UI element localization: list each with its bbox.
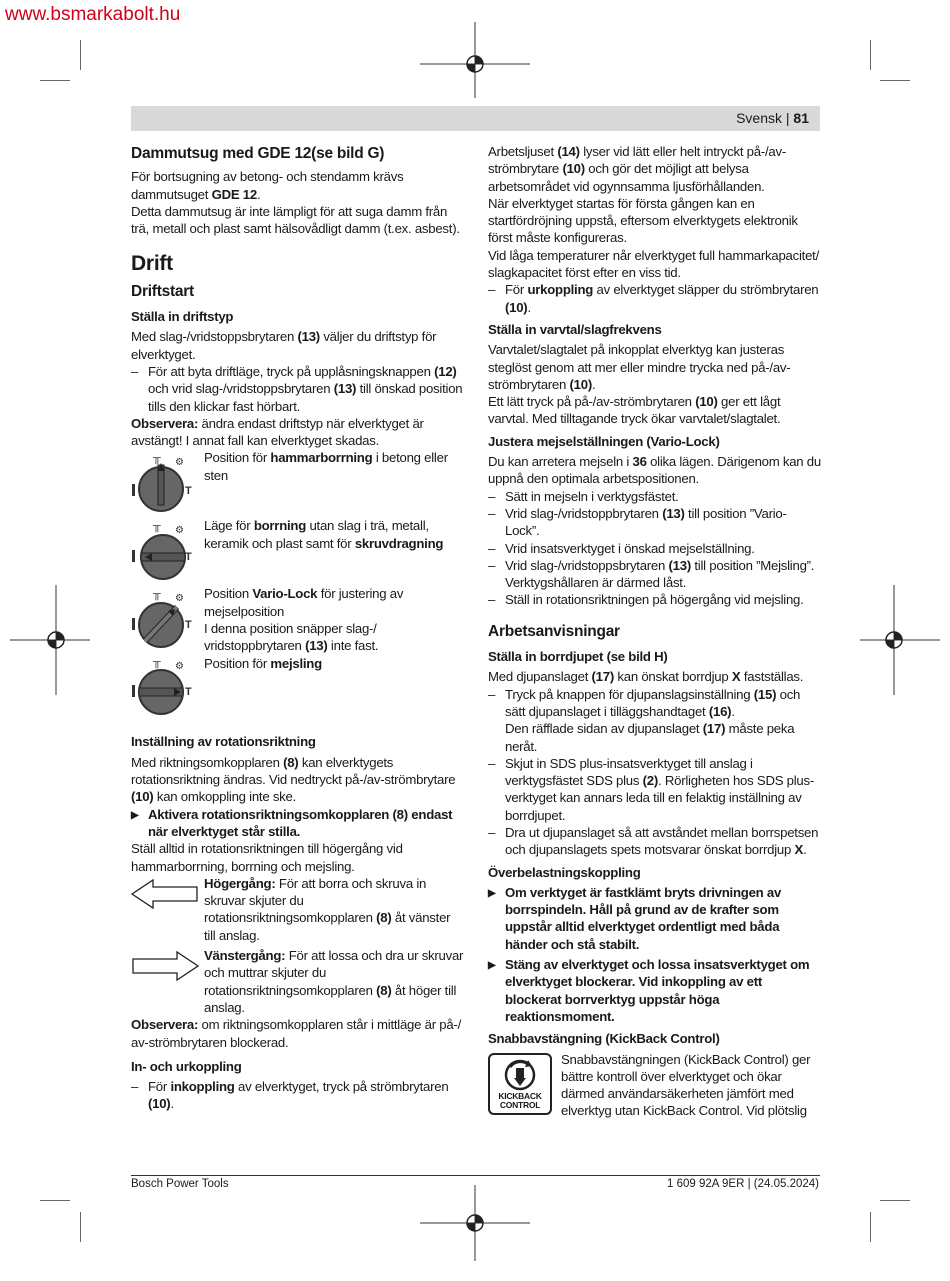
registration-mark-right bbox=[860, 585, 940, 695]
paragraph: När elverktyget startas för första gången kan en startfördröjning uppstå, eftersom elverktygets elektronik först måste konfigureras. bbox=[488, 195, 798, 246]
list-item: – Vrid insatsverktyget i önskad mejselställning. bbox=[488, 540, 821, 557]
section-title-driftstart: Driftstart bbox=[131, 282, 194, 300]
subsection-title: Ställa in borrdjupet (se bild H) bbox=[488, 649, 668, 665]
crop-mark bbox=[870, 40, 871, 70]
list-item: – Dra ut djupanslaget så att avståndet mellan borrspetsen och djupanslagets spets motsvarar önskat borrdjup X. bbox=[488, 824, 821, 859]
svg-text:╥: ╥ bbox=[153, 588, 161, 601]
subsection-title: Ställa in varvtal/slagfrekvens bbox=[488, 321, 662, 337]
mode-position-drilling: ╥ ⚙ T Läge för borrning utan slag i trä, metall, keramik och plast samt för skruvdragning bbox=[131, 517, 464, 585]
paragraph: Ett lätt tryck på på-/av-strömbrytaren (10) ger ett lågt varvtal. Med tilltagande tryck ökar varvtalet/slagtalet. bbox=[488, 394, 781, 427]
kickback-section bbox=[488, 1051, 821, 1120]
kickback-logo-text: CONTROL bbox=[499, 1099, 541, 1110]
subsection-title: In- och urkoppling bbox=[131, 1058, 242, 1074]
svg-text:⚙: ⚙ bbox=[175, 457, 184, 469]
svg-text:T: T bbox=[185, 551, 192, 564]
paragraph: Snabbavstängningen (KickBack Control) ger bättre kontroll över elverktyget och ökar därmed användarsäkerheten jämfört med elverktyg utan KickBack Control. Vid plötslig bbox=[561, 1051, 811, 1119]
list-item: – För inkoppling av elverktyget, tryck på strömbrytaren (10). bbox=[131, 1078, 464, 1113]
paragraph: Vid låga temperaturer når elverktyget full hammarkapacitet/ slagkapacitet först efter en viss tid. bbox=[488, 247, 819, 281]
kickback-control-logo bbox=[488, 1053, 552, 1115]
direction-right: Högergång: För att borra och skruva in skruvar skjuter du rotationsriktningsomkopplaren (8) åt vänster till anslag. bbox=[131, 875, 464, 944]
subsection-title: Överbelastningskoppling bbox=[488, 864, 641, 880]
paragraph: Med djupanslaget (17) kan önskat borrdjup X fastställas. bbox=[488, 669, 804, 685]
crop-mark bbox=[80, 1212, 81, 1242]
warning-item: ▶ Om verktyget är fastklämt bryts drivningen av borrspindeln. Håll på grund av de krafter som uppstår alltid elverktyget ordentligt med båda händer och stå stabilt. bbox=[488, 884, 821, 953]
list-item: – Sätt in mejseln i verktygsfästet. bbox=[488, 488, 821, 505]
crop-mark bbox=[880, 1200, 910, 1201]
paragraph: Med slag-/vridstoppsbrytaren (13) väljer du driftstyp för elverktyget. bbox=[131, 329, 437, 362]
paragraph: För bortsugning av betong- och stendamm krävs dammutsuget GDE 12. bbox=[131, 169, 404, 202]
subsection-title: Ställa in driftstyp bbox=[131, 309, 234, 325]
page-language-number: Svensk | 81 bbox=[736, 110, 809, 126]
arrow-right-icon bbox=[131, 950, 199, 982]
direction-left: Vänstergång: För att lossa och dra ur skruvar och muttrar skjuter du rotationsriktningsomkopplaren (8) åt höger till anslag. bbox=[131, 947, 464, 1016]
list-item: – Vrid slag-/vridstoppsbrytaren (13) till position ”Mejsling”. Verktygshållaren är därmed låst. bbox=[488, 557, 821, 592]
registration-mark-bottom bbox=[420, 1185, 530, 1271]
registration-mark-top bbox=[420, 12, 530, 98]
crop-mark bbox=[40, 1200, 70, 1201]
left-column bbox=[131, 143, 464, 1113]
list-item: – För urkoppling av elverktyget släpper du strömbrytaren (10). bbox=[488, 281, 821, 316]
page-number: 81 bbox=[793, 110, 809, 126]
mode-position-vario-lock: ╥ ⚙ T Position Vario-Lock för justering av mejselposition I denna position snäpper slag-/ vridstoppbrytaren (13) inte fast. bbox=[131, 585, 464, 655]
svg-text:╥: ╥ bbox=[153, 452, 161, 465]
crop-mark bbox=[880, 80, 910, 81]
list-item: – Vrid slag-/vridstoppbrytaren (13) till position ”Vario-Lock”. bbox=[488, 505, 821, 540]
mode-dial-icon bbox=[131, 449, 203, 515]
svg-text:⚙: ⚙ bbox=[175, 593, 184, 605]
kickback-logo-text: KICKBACK bbox=[498, 1090, 542, 1101]
paragraph: Detta dammutsug är inte lämpligt för att suga damm från trä, metall och plast samt hälsovådligt damm (t.ex. asbest). bbox=[131, 203, 460, 237]
kickback-symbol-icon bbox=[500, 1058, 540, 1092]
crop-mark bbox=[80, 40, 81, 70]
watermark-url[interactable]: www.bsmarkabolt.hu bbox=[5, 4, 181, 25]
section-title-arbetsanvisningar: Arbetsanvisningar bbox=[488, 622, 620, 640]
chapter-title: Drift bbox=[131, 252, 173, 276]
footer-doc-number: 1 609 92A 9ER | (24.05.2024) bbox=[667, 1178, 819, 1190]
mode-position-hammer: ╥ ⚙ T Position för hammarborrning i betong eller sten bbox=[131, 449, 464, 517]
section-title-dust: Dammutsug med GDE 12(se bild G) bbox=[131, 145, 385, 162]
paragraph: Observera: ändra endast driftstyp när elverktyget är avstängt! I annat fall kan elverktyget skadas. bbox=[131, 415, 424, 449]
mode-position-chiselling: ╥ ⚙ T Position för mejsling bbox=[131, 655, 464, 727]
paragraph: Du kan arretera mejseln i 36 olika lägen. Därigenom kan du uppnå den optimala arbetspositionen. bbox=[488, 454, 821, 487]
mode-dial-icon bbox=[131, 585, 203, 651]
paragraph: Observera: om riktningsomkopplaren står i mittläge är på-/ av-strömbrytaren blockerad. bbox=[131, 1017, 461, 1050]
list-item: – Ställ in rotationsriktningen på högergång vid mejsling. bbox=[488, 591, 821, 608]
crop-mark bbox=[870, 1212, 871, 1242]
warning-item: ▶ Aktivera rotationsriktningsomkopplaren (8) endast när elverktyget står stilla. bbox=[131, 806, 464, 841]
list-item: – Skjut in SDS plus-insatsverktyget till anslag i verktygsfästet SDS plus (2). Rörligheten hos SDS plus-verktyget kan annars leda till en felaktig inställning av borrdjupet. bbox=[488, 755, 821, 824]
subsection-title: Snabbavstängning (KickBack Control) bbox=[488, 1031, 720, 1047]
paragraph: Med riktningsomkopplaren (8) kan elverktygets rotationsriktning ändras. Vid nedtryckt på-/av-strömbrytare (10) kan omkoppling inte ske. bbox=[131, 754, 456, 805]
svg-text:T: T bbox=[185, 619, 192, 632]
paragraph: Ställ alltid in rotationsriktningen till högergång vid hammarborrning, borrning och mejsling. bbox=[131, 841, 403, 874]
svg-text:T: T bbox=[185, 686, 192, 699]
arrow-left-icon bbox=[131, 878, 199, 910]
page-header-bar bbox=[131, 106, 820, 131]
list-item: – För att byta driftläge, tryck på upplåsningsknappen (12) och vrid slag-/vridstoppsbrytaren (13) till önskad position tills den klickar fast hörbart. bbox=[131, 363, 464, 415]
footer-divider bbox=[131, 1175, 820, 1176]
paragraph: Arbetsljuset (14) lyser vid lätt eller helt intryckt på-/av-strömbrytare (10) och gör det möjligt att belysa arbetsområdet vid ogynnsamma ljusförhållanden. bbox=[488, 144, 786, 194]
mode-dial-icon bbox=[131, 517, 203, 583]
language-label: Svensk bbox=[736, 110, 782, 126]
svg-text:T: T bbox=[185, 485, 192, 498]
footer-brand: Bosch Power Tools bbox=[131, 1178, 229, 1190]
subsection-title: Inställning av rotationsriktning bbox=[131, 734, 316, 750]
svg-text:╥: ╥ bbox=[153, 656, 161, 669]
warning-item: ▶ Stäng av elverktyget och lossa insatsverktyget om elverktyget blockerar. Vid inkoppling av ett blockerat borrverktyg uppstår höga reaktionsmoment. bbox=[488, 956, 821, 1025]
svg-text:╥: ╥ bbox=[153, 520, 161, 533]
list-item: – Tryck på knappen för djupanslagsinställning (15) och sätt djupanslaget i tilläggshandtaget (16). Den räfflade sidan av djupanslaget (17) måste peka neråt. bbox=[488, 686, 821, 755]
crop-mark bbox=[40, 80, 70, 81]
registration-mark-left bbox=[10, 585, 90, 695]
mode-dial-icon bbox=[131, 655, 203, 721]
svg-text:⚙: ⚙ bbox=[175, 525, 184, 537]
paragraph: Varvtalet/slagtalet på inkopplat elverktyg kan justeras steglöst genom att mer eller mindre trycka ned på-/av-strömbrytaren (10). bbox=[488, 342, 791, 392]
svg-text:⚙: ⚙ bbox=[175, 661, 184, 673]
right-column bbox=[488, 143, 821, 1120]
subsection-title: Justera mejselställningen (Vario-Lock) bbox=[488, 433, 720, 449]
